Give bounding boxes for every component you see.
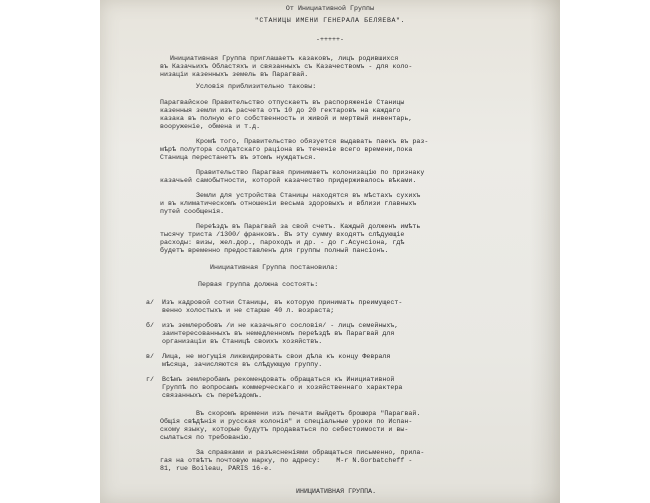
condition-line: Кромѣ того, Правительство обязуется выдавать паекъ въ раз- xyxy=(196,138,429,145)
contact-line: гая на отвѣтъ почтовую марку, по адресу: M-r N.Gorbatcheff - xyxy=(160,457,413,464)
condition-line: Правительство Парагвая принимаетъ колонизацiю по признаку xyxy=(196,169,425,176)
condition-line: казенныя земли изъ расчета отъ 10 до 20 гектаровъ на каждаго xyxy=(160,107,401,114)
condition-line: вооруженiе, обмена и т.д. xyxy=(160,123,261,130)
brochure-line: Въ скоромъ времени изъ печати выйдетъ брошюра "Парагвай. xyxy=(196,410,421,417)
item-marker: б/ xyxy=(146,322,155,329)
condition-line: расходы: визы, жел.дор., пароходъ и др. - до г.Асунсiона, гдѣ xyxy=(160,239,405,246)
item-line: организацiи въ Станицѣ своихъ хозяйствъ. xyxy=(162,338,323,345)
header-line-2: "СТАНИЦЫ ИМЕНИ ГЕНЕРАЛА БЕЛЯЕВА". xyxy=(254,17,406,24)
item-marker: в/ xyxy=(146,353,155,360)
typed-text xyxy=(100,0,560,495)
brochure-line: скому языку, которые будутъ продаваться по себестоимости и вы- xyxy=(160,426,409,433)
brochure-line: сылаться по требованiю. xyxy=(160,434,253,441)
condition-line: Парагвайское Правительство отпускаетъ въ распоряженiе Станицы xyxy=(160,99,405,106)
intro-line: въ Казачьихъ Областяхъ и связанныхъ съ Казачествомъ - для коло- xyxy=(160,63,413,70)
intro-line: низацiи казенныхъ земель въ Парагвай. xyxy=(160,71,309,78)
document-page xyxy=(100,0,560,503)
item-line: мѣсяца, зачисляются въ слѣдующую группу. xyxy=(162,361,323,368)
condition-line: казака въ полную его собственность и живой и мертвый инвентарь, xyxy=(160,115,413,122)
item-marker: а/ xyxy=(146,299,155,306)
first-group-heading: Первая группа должна состоять: xyxy=(198,281,319,288)
item-line: заинтересованныхъ въ немедленномъ переѣздѣ въ Парагвай для xyxy=(162,330,395,337)
condition-line: Земли для устройства Станицы находятся въ мѣстахъ сухихъ xyxy=(196,192,421,199)
resolution-heading: Инициативная Группа постановила: xyxy=(210,264,339,271)
header-ornament: -+++++- xyxy=(315,36,345,43)
item-line: венно холостыхъ и не старше 40 л. возраста; xyxy=(162,307,335,314)
condition-line: тысячу триста /1300/ франковъ. Въ эту сумму входятъ слѣдующiе xyxy=(160,231,405,238)
contact-line: 81, rue Boileau, PARIS 16-e. xyxy=(160,465,273,472)
item-line: Изъ кадровой сотни Станицы, въ которую принимать преимущест- xyxy=(162,299,403,306)
header-line-1: От Инициативной Группы xyxy=(285,5,375,12)
contact-line: За справками и разъясненiями обращаться письменно, прила- xyxy=(196,449,425,456)
condition-line: Переѣздъ въ Парагвай за свой счетъ. Каждый долженъ имѣть xyxy=(196,223,421,230)
intro-line: Инициативная Группа приглашаетъ казаковъ, лицъ родившихся xyxy=(170,55,399,62)
brochure-line: Общiя свѣдѣнiя и русская колонiя" и спецiальные уроки по Испан- xyxy=(160,418,413,425)
item-line: Всѣмъ землеробамъ рекомендовать обращаться къ Инициативной xyxy=(162,376,395,383)
item-line: Лица, не могущiя ликвидировать свои дѣла къ концу Февраля xyxy=(162,353,391,360)
conditions-heading: Условiя приблизительно таковы: xyxy=(196,83,317,90)
condition-line: и въ климатическомъ отношенiи весьма здоровыхъ и вблизи главныхъ xyxy=(160,200,417,207)
condition-line: мѣрѣ полутора солдатскаго рацiона въ теченiе всего времени,пока xyxy=(160,146,413,153)
item-line: Группѣ по вопросамъ коммерческаго и хозяйственнаго характера xyxy=(162,384,403,391)
item-line: изъ землеробовъ /и не казачьяго сословiя/ - лицъ семейныхъ, xyxy=(162,322,399,329)
condition-line: путей сообщенiя. xyxy=(160,208,225,215)
item-marker: г/ xyxy=(146,376,155,383)
condition-line: будетъ временно предоставленъ для группы полный пансiонъ. xyxy=(160,247,389,254)
condition-line: Станица перестанетъ въ этомъ нуждаться. xyxy=(160,154,317,161)
item-line: связанныхъ съ переѣздомъ. xyxy=(162,392,263,399)
signature: ИНИЦИАТИВНАЯ ГРУППА. xyxy=(296,488,377,495)
condition-line: казачьей самобытности, которой казачество придерживалось вѣками. xyxy=(160,177,417,184)
